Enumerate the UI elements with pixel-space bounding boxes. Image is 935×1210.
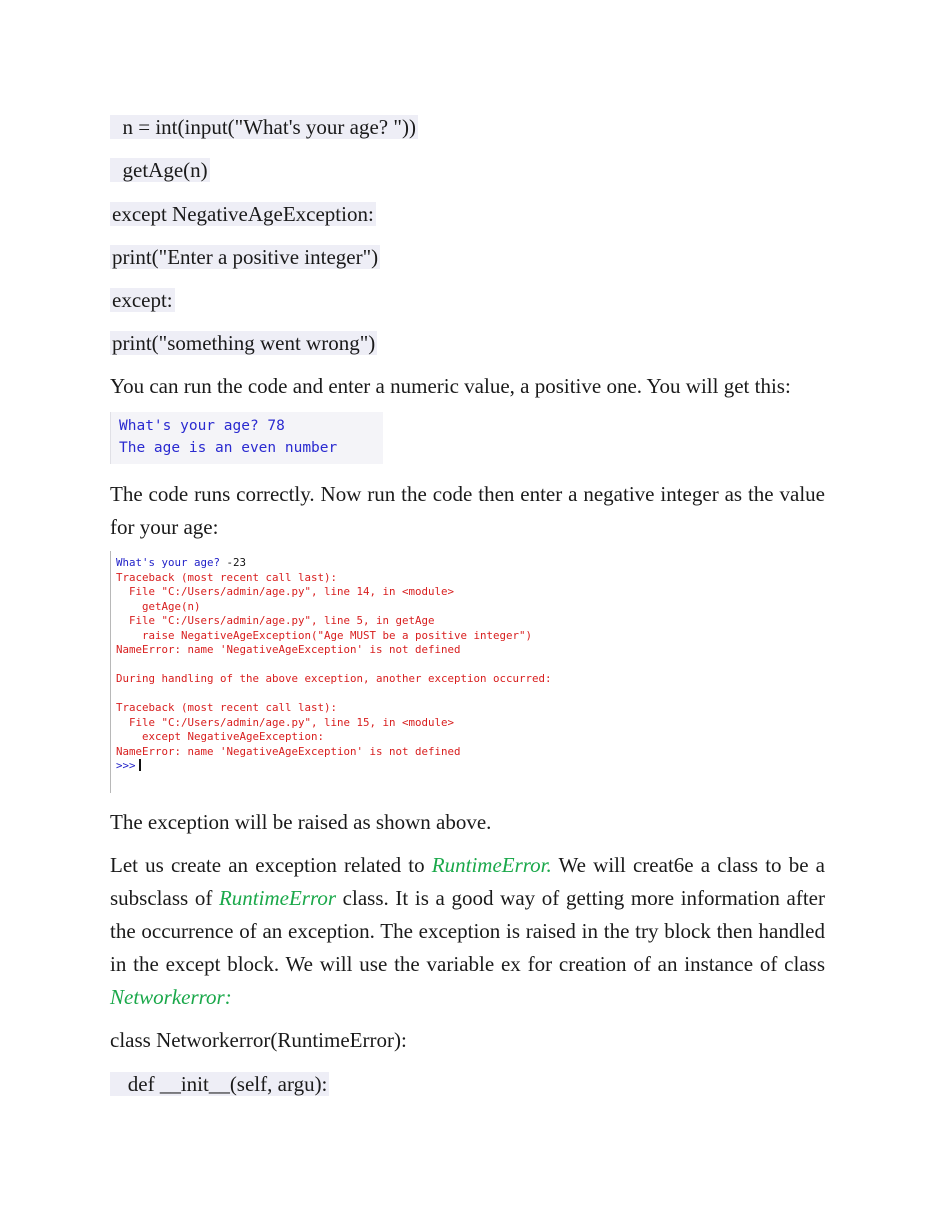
code-line: print("something went wrong")	[112, 331, 376, 355]
paragraph: The exception will be raised as shown above.	[110, 810, 492, 834]
inline-code-term: RuntimeError.	[431, 853, 552, 877]
traceback-line: File "C:/Users/admin/age.py", line 14, in <module>	[116, 585, 455, 598]
traceback-line: File "C:/Users/admin/age.py", line 5, in getAge	[116, 614, 435, 627]
traceback-line: NameError: name 'NegativeAgeException' is not defined	[116, 744, 461, 758]
inline-code-term: Networkerror:	[110, 985, 232, 1009]
traceback-line: NameError: name 'NegativeAgeException' is not defined	[116, 643, 461, 656]
traceback-screenshot	[110, 551, 552, 793]
code-line: getAge(n)	[112, 158, 208, 182]
code-line: print("Enter a positive integer")	[112, 245, 379, 269]
traceback-line: raise NegativeAgeException("Age MUST be a positive integer")	[116, 628, 533, 642]
traceback-line: Traceback (most recent call last):	[116, 701, 338, 714]
output-line: What's your age? 78	[119, 418, 285, 434]
paragraph: The code runs correctly. Now run the code then enter a negative integer as the value for your age:	[110, 482, 825, 539]
code-line: except NegativeAgeException:	[112, 202, 374, 226]
traceback-line: During handling of the above exception, another exception occurred:	[116, 672, 552, 685]
traceback-line: getAge(n)	[116, 599, 201, 613]
shell-prompt-line: >>>	[116, 759, 141, 773]
traceback-line: File "C:/Users/admin/age.py", line 15, in <module>	[116, 715, 455, 729]
traceback-line: Traceback (most recent call last):	[116, 570, 338, 584]
traceback-prompt-line: What's your age? -23	[116, 556, 247, 569]
code-line: class Networkerror(RuntimeError):	[110, 1028, 407, 1052]
paragraph: Let us create an exception related to RuntimeError. We will creat6e a class to be a subsclass of RuntimeError class. It is a good way of getting more information after the occurrence of an exception. The exception is raised in the try block then handled in the except block. We will use the variable ex for creation of an instance of class Networkerror:	[110, 853, 825, 1009]
code-line: def __init__(self, argu):	[112, 1072, 328, 1096]
traceback-line: except NegativeAgeException:	[116, 730, 325, 743]
text-cursor-icon	[139, 759, 141, 771]
paragraph: You can run the code and enter a numeric value, a positive one. You will get this:	[110, 374, 791, 398]
inline-code-term: RuntimeError	[218, 886, 337, 910]
output-line: The age is an even number	[119, 440, 338, 456]
code-line: except:	[112, 288, 173, 312]
code-line: n = int(input("What's your age? "))	[112, 115, 416, 139]
output-screenshot	[110, 412, 383, 464]
